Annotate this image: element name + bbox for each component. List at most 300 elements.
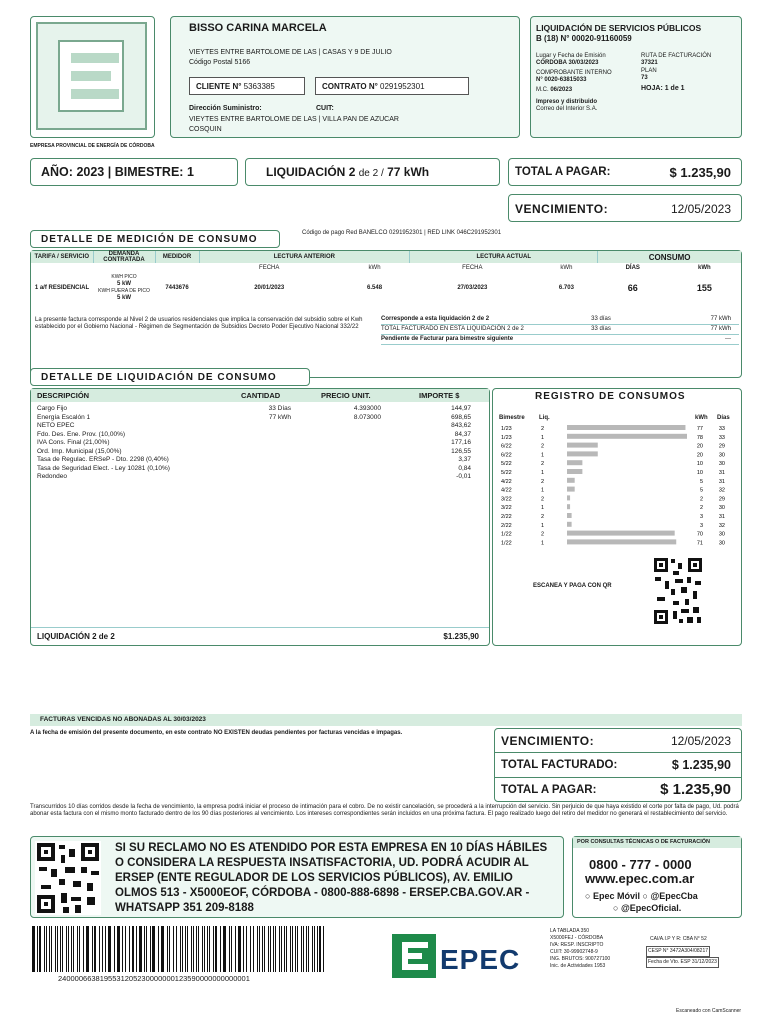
registry-bar: [567, 522, 572, 527]
instagram-icon: ○: [642, 891, 648, 901]
detail-row: [31, 414, 489, 423]
barcode-bar: [215, 926, 217, 972]
overdue-bar: [30, 714, 742, 726]
barcode-bar: [202, 926, 203, 972]
mc-label: M.C.: [536, 87, 549, 93]
due-value: 12/05/2023: [670, 202, 731, 216]
detail-cell-d: Ord. Imp. Municipal (15,00%): [37, 447, 122, 455]
client-number: 5363385: [243, 82, 275, 91]
liq-summary-box: [245, 158, 500, 186]
barcode-bar: [229, 926, 230, 972]
registry-bar: [567, 495, 570, 500]
year-label: AÑO:: [41, 165, 73, 179]
social-row2: [613, 903, 681, 913]
customer-name: BISSO CARINA MARCELA: [189, 22, 327, 34]
cuit-label: CUIT:: [316, 105, 334, 112]
barcode-bar: [108, 926, 111, 972]
act-fecha: 27/03/2023: [457, 285, 488, 291]
barcode-bar: [198, 926, 199, 972]
sheet-label: HOJA: 1 de 1: [641, 85, 685, 92]
registry-kwh: 10: [696, 461, 703, 468]
barcode-bar: [129, 926, 130, 972]
barcode-bar: [279, 926, 280, 972]
supply-address: VIEYTES ENTRE BARTOLOME DE LAS | VILLA PAN DE AZUCAR: [189, 116, 399, 123]
esp2-label: Fecha de Vto. ESP 31/12/2023: [646, 957, 719, 968]
detail-row: [31, 405, 489, 414]
detail-footer: [31, 627, 489, 645]
liq-of: de 2 /: [358, 168, 384, 179]
barcode-bar: [55, 926, 56, 972]
barcode-bar: [281, 926, 282, 972]
liq-summary-row: [266, 165, 429, 179]
registry-bimestre: 1/22: [501, 531, 512, 538]
registry-bar: [567, 504, 570, 509]
qr-label: ESCANEA Y PAGA CON QR: [533, 583, 612, 589]
col-cant: CANTIDAD: [241, 391, 281, 400]
registry-bar: [567, 469, 582, 474]
year-box: [30, 158, 238, 186]
barcode-bar: [270, 926, 271, 972]
detail-box: [30, 388, 490, 646]
subsidy-note: La presente factura corresponde al Nivel 2 de usuarios residenciales que implica la conservación del subsidio sobre el Kwh establecido por el Gobierno Nacional - Régimen de Segmentación de Subsidios Decreto Poder Ejecutivo Nacional 332/22: [35, 317, 363, 330]
barcode-bar: [209, 926, 210, 972]
social3[interactable]: @EpecOficial.: [620, 903, 682, 913]
r1-label: Corresponde a esta liquidación 2 de 2: [381, 316, 490, 322]
registry-bimestre: 2/22: [501, 514, 512, 520]
barcode-bar: [68, 926, 69, 972]
col-medidor: MEDIDOR: [155, 251, 199, 263]
barcode-bar: [290, 926, 291, 972]
barcode-bar: [213, 926, 214, 972]
total-value: $ 1.235,90: [669, 165, 731, 180]
barcode-bar: [196, 926, 197, 972]
barcode-bar: [180, 926, 181, 972]
contact-web[interactable]: www.epec.com.ar: [585, 871, 695, 886]
registry-bar: [567, 451, 598, 456]
detail-cell-i: 698,65: [451, 413, 471, 421]
detail-cell-p: 4.393000: [353, 405, 381, 412]
barcode-bar: [231, 926, 232, 972]
registry-kwh: 70: [696, 531, 703, 538]
registry-chart: [499, 423, 737, 549]
addr1: LA TABLADA 350: [550, 928, 590, 934]
registry-bimestre: 3/22: [501, 496, 512, 503]
registry-bimestre: 6/22: [501, 452, 512, 459]
barcode-bar: [273, 926, 274, 972]
registry-dias: 30: [718, 505, 725, 512]
detail-cell-i: 843,62: [451, 422, 471, 429]
registry-bimestre: 3/22: [501, 505, 512, 512]
liq-label: LIQUIDACIÓN: [266, 165, 346, 179]
registry-bimestre: 1/23: [501, 434, 512, 441]
detail-cell-i: 3,37: [458, 456, 471, 463]
barcode-bar: [295, 926, 296, 972]
contract-label: CONTRATO N°: [322, 82, 378, 91]
contract-number: 0291952301: [380, 82, 425, 91]
measure-title-box: [30, 230, 280, 248]
registry-liq: 2: [541, 443, 545, 450]
registry-bar: [567, 531, 675, 536]
contact-phone[interactable]: 0800 - 777 - 0000: [589, 857, 692, 872]
registry-kwh: 5: [699, 478, 703, 485]
registry-bimestre: 5/22: [501, 461, 512, 468]
summary-row: [381, 325, 739, 335]
r2-label: TOTAL FACTURADO EN ESTA LIQUIDACIÓN 2 de 2: [381, 326, 524, 332]
payment-code: Código de pago Red BANELCO 0291952301 | RED LINK 046C291952301: [302, 230, 502, 236]
r3-kwh: ---: [725, 336, 731, 342]
registry-liq: 1: [541, 434, 545, 441]
ersep-qr-icon: [35, 841, 101, 915]
overdue-text: A la fecha de emisión del presente documento, en este contrato NO EXISTEN deudas pendientes por facturas vencidas e impagas.: [30, 730, 403, 736]
barcode-bar: [66, 926, 67, 972]
barcode-bar: [193, 926, 194, 972]
summary-row: [381, 335, 739, 345]
barcode-bar: [191, 926, 192, 972]
emission-label: Lugar y Fecha de Emisión: [536, 53, 606, 59]
col-anterior: LECTURA ANTERIOR: [199, 251, 410, 263]
social-row: [585, 891, 698, 901]
print-detail: Correo del Interior S.A.: [536, 106, 598, 112]
due-box: [508, 194, 742, 222]
barcode-bar: [204, 926, 205, 972]
liquidation-box: [530, 16, 742, 138]
registry-liq: 2: [541, 531, 545, 538]
barcode-bar: [253, 926, 254, 972]
registry-bimestre: 4/22: [501, 478, 512, 485]
detail-cell-d: Fdo. Des. Ene. Prov. (10,00%): [37, 430, 126, 438]
barcode-bar: [243, 926, 244, 972]
detail-row: [31, 465, 489, 474]
barcode-bar: [51, 926, 52, 972]
demanda-cell: [93, 273, 155, 303]
client-label: CLIENTE N°: [196, 82, 242, 91]
detail-cell-d: NETO EPEC: [37, 422, 75, 429]
registry-liq: 1: [541, 505, 545, 512]
detail-cell-i: -0,01: [456, 473, 471, 480]
overdue-label: FACTURAS VENCIDAS NO ABONADAS AL 30/03/2023: [40, 716, 206, 723]
r1-kwh: 77 kWh: [710, 316, 731, 322]
registry-kwh: 71: [696, 540, 703, 547]
measure-box: [30, 250, 742, 378]
registry-kwh: 77: [696, 426, 703, 432]
barcode-bar: [292, 926, 293, 972]
r2-kwh: 77 kWh: [710, 326, 731, 332]
plan-value: 73: [641, 75, 648, 81]
social1[interactable]: Epec Móvil: [592, 891, 640, 901]
registry-dias: 31: [718, 470, 725, 476]
qr-code[interactable]: [653, 557, 703, 625]
barcode-bar: [62, 926, 63, 972]
epec-footer-logo: [392, 934, 542, 978]
registry-liq: 1: [541, 540, 545, 547]
col-desc: DESCRIPCIÓN: [37, 391, 90, 400]
registry-liq: 1: [541, 470, 545, 476]
barcode-bar: [83, 926, 84, 972]
ant-kwh: 6.548: [367, 285, 383, 291]
bimester-label: BIMESTRE:: [114, 165, 184, 179]
registry-bar: [567, 434, 687, 439]
detail-cell-i: 126,55: [451, 447, 471, 455]
barcode-bar: [187, 926, 188, 972]
registry-kwh: 10: [696, 470, 703, 476]
registry-bar: [567, 478, 575, 483]
detail-footer-total: $1.235,90: [443, 632, 479, 641]
detail-title: DETALLE DE LIQUIDACIÓN DE CONSUMO: [41, 372, 277, 383]
dem-hora: KWH PICO: [111, 274, 137, 280]
col-actual: LECTURA ACTUAL: [410, 251, 598, 263]
barcode-bar: [79, 926, 80, 972]
phone-icon: ○: [585, 891, 591, 901]
col-consumo: CONSUMO: [648, 252, 691, 262]
detail-cell-p: 8.073000: [353, 413, 381, 421]
col-bimestre: Bimestre: [499, 415, 525, 421]
barcode-bar: [207, 926, 208, 972]
barcode-bar: [105, 926, 106, 972]
barcode-bar: [49, 926, 50, 972]
barcode-bar: [182, 926, 183, 972]
qr-code-icon: [653, 557, 703, 625]
registry-kwh: 5: [699, 487, 703, 494]
supply-city: COSQUIN: [189, 126, 222, 133]
total-box: [508, 158, 742, 186]
detail-footer-label: LIQUIDACIÓN 2 de 2: [37, 632, 115, 641]
supply-label: Dirección Suministro:: [189, 105, 262, 112]
barcode-bar: [37, 926, 38, 972]
brand-name: EPEC: [440, 944, 521, 975]
year-row: AÑO: 2023 | BIMESTRE: 1: [41, 165, 194, 179]
barcode-bar: [44, 926, 45, 972]
registry-bimestre: 2/22: [501, 522, 512, 529]
totals-box: [494, 728, 742, 802]
registry-dias: 29: [718, 443, 725, 450]
mc-value: 06/2023: [550, 87, 573, 93]
barcode-bar: [158, 926, 159, 972]
barcode-bar: [152, 926, 155, 972]
contact-box: [572, 836, 742, 918]
detail-row: [31, 439, 489, 448]
detail-rows: [31, 405, 489, 482]
registry-bimestre: 5/22: [501, 470, 512, 476]
registry-liq: 2: [541, 478, 545, 485]
dem-val2: 5 kW: [116, 295, 131, 301]
barcode-bar: [284, 926, 285, 972]
registry-bar: [567, 539, 676, 544]
registry-kwh: 3: [699, 514, 703, 520]
barcode-bar: [303, 926, 304, 972]
legal-text: Transcurridos 10 días corridos desde la fecha de vencimiento, la empresa podrá iniciar el proceso de intimación para el cobro. De no existir cancelación, se procederá a la interrupción del servicio. Sin perjuicio de que haya existido el corte por falta de pago, Ud. podrá abonar esta factura con el mismo monto facturado dentro de los 90 días posteriores al vencimiento. Los intereses correspondientes serán incluidos en una próxima factura. El pago realizado luego del retiro del medidor no generará el restablecimiento del servicio.: [30, 804, 739, 817]
col-kwh: kWh: [695, 415, 708, 421]
registry-kwh: 2: [699, 505, 703, 512]
barcode-bar: [235, 926, 236, 972]
registry-bimestre: 4/22: [501, 487, 512, 494]
summary-row: [381, 315, 739, 325]
social2[interactable]: @EpecCba: [650, 891, 698, 901]
barcode-bar: [117, 926, 120, 972]
detail-row: [31, 422, 489, 431]
barcode-bar: [102, 926, 103, 972]
detail-cell-i: 144,97: [451, 405, 471, 412]
barcode-bar: [275, 926, 276, 972]
measure-title: DETALLE DE MEDICIÓN DE CONSUMO: [41, 234, 258, 245]
totals-pay-row: [495, 779, 741, 801]
sub-dias: DÍAS: [625, 265, 640, 271]
medidor-value: 7443676: [165, 285, 189, 291]
liquidation-number: B (18) N° 00020-91160059: [536, 34, 632, 43]
barcode-bar: [161, 926, 164, 972]
detail-header: [31, 389, 489, 402]
col-tarifa: TARIFA / SERVICIO: [31, 251, 93, 263]
registry-dias: 29: [718, 496, 725, 503]
registry-liq: 2: [541, 496, 545, 503]
barcode-bar: [125, 926, 126, 972]
kwh-value: 155: [696, 283, 712, 293]
customer-box: [170, 16, 520, 138]
registry-liq: 2: [541, 426, 545, 432]
detail-row: [31, 431, 489, 440]
measure-table: [31, 251, 741, 303]
scanned-label: Escaneado con CamScanner: [676, 1008, 742, 1014]
liquidation-title: LIQUIDACIÓN DE SERVICIOS PÚBLICOS: [536, 23, 702, 33]
liq-kwh: 77 kWh: [387, 165, 430, 179]
detail-cell-d: Redondeo: [37, 473, 67, 480]
registry-bar: [567, 425, 685, 430]
totals-due-label: VENCIMIENTO:: [501, 734, 595, 748]
contract-number-box: [315, 77, 469, 95]
addr5: ING. BRUTOS: 900727100: [550, 956, 611, 962]
ant-fecha: 20/01/2023: [254, 285, 285, 291]
totals-fact-row: [495, 754, 741, 778]
detail-cell-i: 0,84: [458, 464, 471, 472]
registry-liq: 1: [541, 452, 545, 459]
registry-bimestre: 1/23: [501, 426, 512, 432]
footer-address: [550, 928, 610, 970]
registry-kwh: 78: [696, 434, 703, 441]
detail-cell-i: 177,16: [451, 439, 471, 446]
cai-label: CAI/A.I.P Y R: CBA N° 52: [650, 936, 707, 942]
detail-cell-d: IVA Cons. Final (21,00%): [37, 439, 110, 446]
registry-bimestre: 1/22: [501, 540, 512, 547]
registry-liq: 1: [541, 522, 545, 529]
registry-dias: 30: [718, 540, 725, 547]
registry-liq: 2: [541, 461, 545, 468]
barcode-bar: [99, 926, 100, 972]
detail-title-box: [30, 368, 310, 386]
barcode-bar: [77, 926, 78, 972]
addr4: CUIT: 30-99902748-9: [550, 949, 598, 955]
detail-row: [31, 473, 489, 482]
totals-pay-label: TOTAL A PAGAR:: [501, 784, 597, 796]
barcode: [30, 926, 364, 972]
barcode-bar: [71, 926, 72, 972]
col-importe: IMPORTE $: [419, 391, 460, 400]
r1-dias: 33 días: [591, 316, 611, 322]
route-value: 37321: [641, 60, 658, 66]
barcode-bar: [150, 926, 151, 972]
detail-row: [31, 456, 489, 465]
totals-due-value: 12/05/2023: [670, 734, 731, 748]
barcode-bar: [146, 926, 147, 972]
epec-logo-icon: [31, 17, 152, 135]
registry-bar: [567, 513, 572, 518]
dem-fuera: KWH FUERA DE PICO: [98, 288, 150, 294]
barcode-bar: [57, 926, 58, 972]
barcode-bar: [167, 926, 168, 972]
barcode-bar: [73, 926, 74, 972]
registry-title: REGISTRO DE CONSUMOS: [535, 391, 686, 402]
act-kwh: 6.703: [558, 285, 574, 291]
col-liq: Liq.: [539, 415, 550, 421]
barcode-bar: [132, 926, 134, 972]
barcode-bar: [32, 926, 35, 972]
addr6: Inic. de Actividades 1953: [550, 963, 606, 969]
registry-liq: 1: [541, 487, 545, 494]
registry-bar: [567, 443, 598, 448]
registry-dias: 33: [718, 434, 725, 441]
twitter-icon: ○: [613, 903, 619, 913]
company-tag: EMPRESA PROVINCIAL DE ENERGÍA DE CÓRDOBA: [30, 143, 155, 149]
liq-number: 2: [348, 165, 356, 179]
barcode-bar: [312, 926, 313, 972]
due-label: VENCIMIENTO:: [515, 202, 609, 216]
barcode-bar: [319, 926, 321, 972]
barcode-bar: [144, 926, 145, 972]
year-value: 2023: [76, 165, 105, 179]
customer-address: VIEYTES ENTRE BARTOLOME DE LAS | CASAS Y 9 DE JULIO: [189, 49, 392, 56]
dias-value: 66: [627, 283, 638, 293]
barcode-bar: [264, 926, 265, 972]
registry-dias: 31: [718, 514, 725, 520]
print-label: Impreso y distribuido: [536, 99, 598, 105]
tarifa-value: 1 a/f RESIDENCIAL: [34, 285, 90, 291]
barcode-bar: [60, 926, 61, 972]
barcode-bar: [139, 926, 142, 972]
barcode-bar: [317, 926, 318, 972]
barcode-bar: [86, 926, 89, 972]
registry-kwh: 20: [696, 452, 703, 459]
barcode-bar: [259, 926, 260, 972]
registry-kwh: 3: [699, 522, 703, 529]
claim-box: [30, 836, 564, 918]
registry-kwh: 2: [699, 496, 703, 503]
sub-fecha-ant: FECHA: [259, 265, 280, 271]
barcode-bar: [301, 926, 302, 972]
ersep-qr[interactable]: [35, 841, 101, 915]
postal-code: Código Postal 5166: [189, 59, 251, 66]
epec-brand-icon: [392, 934, 436, 978]
dem-val1: 5 kW: [116, 281, 131, 287]
barcode-bar: [136, 926, 137, 972]
route-label: RUTA DE FACTURACIÓN: [641, 53, 712, 59]
sub-fecha-act: FECHA: [462, 265, 483, 271]
detail-cell-i: 84,37: [454, 430, 471, 438]
barcode-bar: [297, 926, 298, 972]
barcode-bar: [114, 926, 115, 972]
addr2: X5000FEJ - CÓRDOBA: [550, 935, 604, 941]
registry-bimestre: 6/22: [501, 443, 512, 450]
barcode-bar: [268, 926, 269, 972]
registry-dias: 31: [718, 478, 725, 485]
detail-cell-c: 33 Días: [268, 405, 291, 412]
barcode-icon: [30, 926, 364, 972]
barcode-bar: [122, 926, 123, 972]
registry-bar: [567, 487, 575, 492]
registry-liq: 2: [541, 514, 545, 520]
r3-label: Pendiente de Facturar para bimestre siguiente: [381, 336, 514, 342]
registry-dias: 30: [718, 531, 725, 538]
barcode-bar: [92, 926, 93, 972]
barcode-bar: [185, 926, 186, 972]
barcode-bar: [262, 926, 263, 972]
